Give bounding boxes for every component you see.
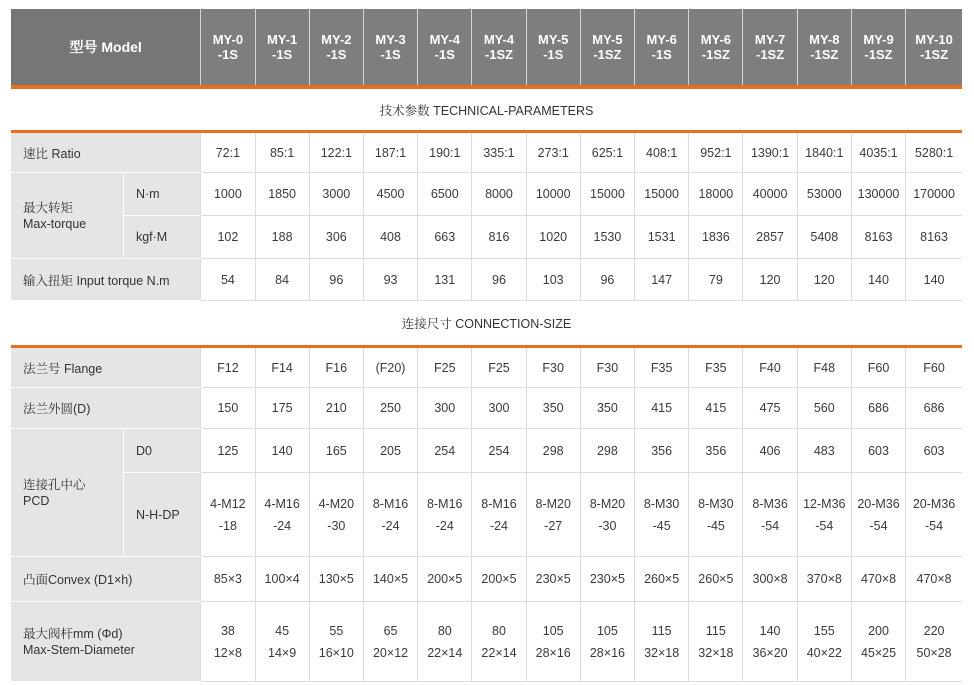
value-line: -54 <box>869 518 888 533</box>
value-cell: 130000 <box>851 173 905 216</box>
value-line: -54 <box>925 518 944 533</box>
value-line: 105 <box>596 623 618 638</box>
value-line: 140 <box>759 623 781 638</box>
value-cell: 72:1 <box>201 132 255 173</box>
value-line: 28×16 <box>535 645 571 660</box>
spec-table-body <box>11 9 962 682</box>
value-cell: 6500 <box>418 173 472 216</box>
value-cell: 96 <box>309 259 363 301</box>
model-suffix: -1SZ <box>864 47 893 62</box>
value-cell: 470×8 <box>906 557 962 602</box>
value-line: 80 <box>492 623 506 638</box>
model-column-header <box>635 9 689 87</box>
value-line: -30 <box>598 518 617 533</box>
value-line: -30 <box>327 518 346 533</box>
value-cell: 406 <box>743 429 797 473</box>
ratio-row-label: 速比 Ratio <box>11 132 201 173</box>
value-cell: 415 <box>689 388 743 429</box>
model-name: MY-7 <box>754 32 786 47</box>
value-cell: 8163 <box>906 216 962 259</box>
value-cell: 188 <box>255 216 309 259</box>
max-torque-label-cn: 最大转矩 <box>23 200 74 215</box>
value-cell: 260×5 <box>689 557 743 602</box>
input-torque-row <box>11 259 962 301</box>
stem-label-cn: 最大阀杆mm (Φd) <box>23 626 123 641</box>
value-cell: 560 <box>797 388 851 429</box>
model-suffix: -1SZ <box>484 47 514 62</box>
value-cell: F35 <box>635 347 689 388</box>
value-cell <box>418 473 472 557</box>
value-cell: 8163 <box>851 216 905 259</box>
model-column-header <box>906 9 962 87</box>
value-cell <box>906 602 962 682</box>
value-cell: F48 <box>797 347 851 388</box>
value-cell: 408:1 <box>635 132 689 173</box>
value-cell: 470×8 <box>851 557 905 602</box>
value-cell: 122:1 <box>309 132 363 173</box>
model-name: MY-1 <box>266 32 298 47</box>
max-torque-row-nm <box>11 173 962 216</box>
model-suffix: -1S <box>543 47 564 62</box>
value-cell: 2857 <box>743 216 797 259</box>
value-cell: 1020 <box>526 216 580 259</box>
value-cell: 140 <box>906 259 962 301</box>
value-cell: F14 <box>255 347 309 388</box>
value-line: 32×18 <box>698 645 734 660</box>
value-line: 22×14 <box>427 645 463 660</box>
model-name: MY-4 <box>483 32 515 47</box>
value-cell: 5408 <box>797 216 851 259</box>
value-cell <box>472 602 526 682</box>
value-cell: 415 <box>635 388 689 429</box>
value-cell: F40 <box>743 347 797 388</box>
header-row <box>11 9 962 87</box>
value-cell: 150 <box>201 388 255 429</box>
value-cell: 15000 <box>635 173 689 216</box>
value-cell <box>580 602 634 682</box>
value-cell: 4035:1 <box>851 132 905 173</box>
value-cell: 816 <box>472 216 526 259</box>
value-cell: 298 <box>526 429 580 473</box>
value-line: 20-M36 <box>857 496 900 511</box>
value-cell: 125 <box>201 429 255 473</box>
value-cell: 1530 <box>580 216 634 259</box>
model-suffix: -1SZ <box>919 47 949 62</box>
value-cell <box>689 602 743 682</box>
value-cell: 103 <box>526 259 580 301</box>
value-cell: 53000 <box>797 173 851 216</box>
value-cell <box>797 602 851 682</box>
model-column-header <box>363 9 417 87</box>
value-line: -24 <box>381 518 400 533</box>
flange-od-row <box>11 388 962 429</box>
value-cell: 306 <box>309 216 363 259</box>
value-cell: 686 <box>906 388 962 429</box>
value-cell <box>472 473 526 557</box>
value-line: 220 <box>923 623 945 638</box>
value-cell <box>743 602 797 682</box>
ratio-row <box>11 132 962 173</box>
value-line: 16×10 <box>318 645 354 660</box>
value-line: 45×25 <box>860 645 897 660</box>
model-suffix: -1S <box>380 47 401 62</box>
value-cell <box>255 602 309 682</box>
section-technical <box>11 87 962 132</box>
pcd-label-en: PCD <box>23 493 50 508</box>
spec-table <box>11 9 962 682</box>
model-column-header <box>309 9 363 87</box>
value-cell <box>689 473 743 557</box>
value-line: 105 <box>542 623 564 638</box>
value-cell <box>743 473 797 557</box>
model-column-header <box>255 9 309 87</box>
model-header: 型号 Model <box>11 9 201 87</box>
value-cell <box>526 602 580 682</box>
value-cell: 5280:1 <box>906 132 962 173</box>
value-cell: 300 <box>472 388 526 429</box>
model-suffix: -1S <box>434 47 455 62</box>
value-cell: 1000 <box>201 173 255 216</box>
model-name: MY-8 <box>809 32 840 47</box>
value-cell: 603 <box>906 429 962 473</box>
value-line: 40×22 <box>806 645 842 660</box>
value-cell: 210 <box>309 388 363 429</box>
model-suffix: -1SZ <box>701 47 730 62</box>
model-column-header <box>526 9 580 87</box>
model-name: MY-10 <box>915 32 953 47</box>
value-cell: 254 <box>418 429 472 473</box>
value-cell <box>526 473 580 557</box>
value-cell: 140 <box>851 259 905 301</box>
value-line: 115 <box>705 623 726 638</box>
model-suffix: -1S <box>271 47 293 62</box>
pcd-label-cn: 连接孔中心 <box>23 477 86 492</box>
model-name: MY-6 <box>700 32 732 47</box>
value-cell: 96 <box>472 259 526 301</box>
value-cell: 250 <box>363 388 417 429</box>
model-name: MY-3 <box>375 32 406 47</box>
value-cell: 85×3 <box>201 557 255 602</box>
value-line: 14×9 <box>268 645 297 660</box>
value-line: 115 <box>651 623 672 638</box>
value-cell: F35 <box>689 347 743 388</box>
unit-kgf: kgf·M <box>123 216 200 259</box>
value-cell: F60 <box>851 347 905 388</box>
value-line: 8-M36 <box>752 496 788 511</box>
value-cell: F30 <box>580 347 634 388</box>
value-line: 38 <box>220 623 235 638</box>
value-cell: 356 <box>689 429 743 473</box>
value-cell: 298 <box>580 429 634 473</box>
value-cell: 1836 <box>689 216 743 259</box>
model-suffix: -1SZ <box>755 47 785 62</box>
value-cell <box>906 473 962 557</box>
value-line: 8-M30 <box>643 496 680 511</box>
value-line: -24 <box>273 518 292 533</box>
value-cell: 1840:1 <box>797 132 851 173</box>
stem-label-en: Max-Stem-Diameter <box>23 642 135 657</box>
flange-row-label: 法兰号 Flange <box>11 347 201 388</box>
value-line: 65 <box>383 623 398 638</box>
value-line: 22×14 <box>481 645 517 660</box>
value-cell: 483 <box>797 429 851 473</box>
unit-nm: N·m <box>123 173 200 216</box>
value-cell: 475 <box>743 388 797 429</box>
value-cell <box>418 602 472 682</box>
value-line: 12×8 <box>213 645 242 660</box>
value-cell: 300 <box>418 388 472 429</box>
value-line: -27 <box>544 518 563 533</box>
value-cell: 18000 <box>689 173 743 216</box>
max-torque-label <box>11 173 123 259</box>
value-cell <box>363 473 417 557</box>
value-cell: 165 <box>309 429 363 473</box>
value-cell: 15000 <box>580 173 634 216</box>
value-cell: 408 <box>363 216 417 259</box>
pcd-row-d0 <box>11 429 962 473</box>
model-name: MY-6 <box>646 32 677 47</box>
model-name: MY-5 <box>592 32 623 47</box>
model-suffix: -1S <box>326 47 347 62</box>
value-line: 20×12 <box>372 645 409 660</box>
value-cell: 96 <box>580 259 634 301</box>
value-cell: 10000 <box>526 173 580 216</box>
value-line: -45 <box>652 518 671 533</box>
model-name: MY-4 <box>429 32 460 47</box>
value-cell: 952:1 <box>689 132 743 173</box>
value-cell: 170000 <box>906 173 962 216</box>
value-line: 20-M36 <box>912 496 956 511</box>
value-cell: 663 <box>418 216 472 259</box>
value-line: 50×28 <box>916 645 952 660</box>
value-line: -24 <box>489 518 509 533</box>
value-line: 4-M16 <box>264 496 300 511</box>
value-cell <box>851 473 905 557</box>
value-cell: 79 <box>689 259 743 301</box>
value-line: 4-M12 <box>210 496 246 511</box>
model-column-header <box>851 9 905 87</box>
model-name: MY-0 <box>212 32 244 47</box>
value-cell: 8000 <box>472 173 526 216</box>
value-line: 4-M20 <box>318 496 355 511</box>
value-line: 155 <box>813 623 835 638</box>
convex-row-label: 凸面Convex (D1×h) <box>11 557 201 602</box>
model-column-header <box>201 9 255 87</box>
value-cell: 120 <box>743 259 797 301</box>
value-cell: 200×5 <box>418 557 472 602</box>
value-cell <box>363 602 417 682</box>
max-torque-label-en: Max-torque <box>23 216 87 231</box>
value-line: 80 <box>437 623 452 638</box>
value-cell <box>580 473 634 557</box>
model-column-header <box>580 9 634 87</box>
value-cell <box>255 473 309 557</box>
value-cell: 356 <box>635 429 689 473</box>
value-cell: F60 <box>906 347 962 388</box>
value-line: 8-M20 <box>589 496 626 511</box>
model-suffix: -1SZ <box>593 47 622 62</box>
section-connection <box>11 301 962 347</box>
value-cell: 131 <box>418 259 472 301</box>
value-line: 12-M36 <box>803 496 846 511</box>
value-line: -24 <box>435 518 454 533</box>
value-cell: 273:1 <box>526 132 580 173</box>
value-cell: 1531 <box>635 216 689 259</box>
convex-row <box>11 557 962 602</box>
value-cell: 1850 <box>255 173 309 216</box>
value-line: 200 <box>868 623 889 638</box>
section-connection-title: 连接尺寸 CONNECTION-SIZE <box>11 301 962 347</box>
value-cell: 230×5 <box>526 557 580 602</box>
value-cell: 205 <box>363 429 417 473</box>
value-line: 8-M20 <box>535 496 571 511</box>
model-name: MY-5 <box>538 32 569 47</box>
value-line: 8-M30 <box>698 496 734 511</box>
value-line: -54 <box>761 518 780 533</box>
value-line: 8-M16 <box>481 496 517 511</box>
value-cell: 350 <box>526 388 580 429</box>
value-line: 36×20 <box>752 645 788 660</box>
pcd-label <box>11 429 123 557</box>
value-cell: F16 <box>309 347 363 388</box>
model-column-header <box>418 9 472 87</box>
value-cell: 350 <box>580 388 634 429</box>
value-line: -18 <box>218 518 237 533</box>
input-torque-row-label: 输入扭矩 Input torque N.m <box>11 259 201 301</box>
value-cell: 187:1 <box>363 132 417 173</box>
value-cell: 4500 <box>363 173 417 216</box>
value-line: 28×16 <box>589 645 625 660</box>
model-suffix: -1S <box>651 47 672 62</box>
value-line: 45 <box>275 623 290 638</box>
stem-label <box>11 602 201 682</box>
value-cell: 625:1 <box>580 132 634 173</box>
value-cell: 54 <box>201 259 255 301</box>
value-cell: 84 <box>255 259 309 301</box>
value-cell <box>309 473 363 557</box>
value-cell: 230×5 <box>580 557 634 602</box>
value-line: -45 <box>706 518 725 533</box>
value-cell: 147 <box>635 259 689 301</box>
value-cell: 130×5 <box>309 557 363 602</box>
section-technical-title: 技术参数 TECHNICAL-PARAMETERS <box>11 87 962 132</box>
value-cell: 175 <box>255 388 309 429</box>
value-cell: 686 <box>851 388 905 429</box>
model-column-header <box>743 9 797 87</box>
value-cell: 140 <box>255 429 309 473</box>
unit-d0: D0 <box>123 429 200 473</box>
model-suffix: -1SZ <box>810 47 839 62</box>
value-cell: 300×8 <box>743 557 797 602</box>
value-cell: (F20) <box>363 347 417 388</box>
model-suffix: -1S <box>217 47 238 62</box>
value-cell <box>309 602 363 682</box>
flange-od-row-label: 法兰外圆(D) <box>11 388 201 429</box>
value-cell: 3000 <box>309 173 363 216</box>
value-cell <box>851 602 905 682</box>
value-cell: 40000 <box>743 173 797 216</box>
value-cell: F25 <box>472 347 526 388</box>
unit-nhdp: N-H-DP <box>123 473 200 557</box>
value-line: 8-M16 <box>427 496 463 511</box>
stem-row <box>11 602 962 682</box>
value-line: -54 <box>815 518 834 533</box>
value-cell: 93 <box>363 259 417 301</box>
value-cell: 254 <box>472 429 526 473</box>
value-cell: 260×5 <box>635 557 689 602</box>
model-name: MY-9 <box>863 32 894 47</box>
value-cell: 190:1 <box>418 132 472 173</box>
value-cell: 200×5 <box>472 557 526 602</box>
model-column-header <box>689 9 743 87</box>
value-cell: F30 <box>526 347 580 388</box>
value-line: 32×18 <box>644 645 680 660</box>
value-cell: 335:1 <box>472 132 526 173</box>
value-cell: 102 <box>201 216 255 259</box>
value-cell <box>797 473 851 557</box>
flange-row <box>11 347 962 388</box>
value-cell <box>635 473 689 557</box>
value-line: 55 <box>329 623 344 638</box>
value-cell: 100×4 <box>255 557 309 602</box>
value-line: 8-M16 <box>372 496 409 511</box>
pcd-row-nhdp <box>11 473 962 557</box>
value-cell: F12 <box>201 347 255 388</box>
model-name: MY-2 <box>321 32 352 47</box>
value-cell: 140×5 <box>363 557 417 602</box>
value-cell: 603 <box>851 429 905 473</box>
model-column-header <box>797 9 851 87</box>
value-cell: 370×8 <box>797 557 851 602</box>
model-column-header <box>472 9 526 87</box>
value-cell: 120 <box>797 259 851 301</box>
value-cell <box>201 602 255 682</box>
value-cell <box>201 473 255 557</box>
value-cell <box>635 602 689 682</box>
value-cell: 1390:1 <box>743 132 797 173</box>
value-cell: F25 <box>418 347 472 388</box>
value-cell: 85:1 <box>255 132 309 173</box>
max-torque-row-kgf <box>11 216 962 259</box>
